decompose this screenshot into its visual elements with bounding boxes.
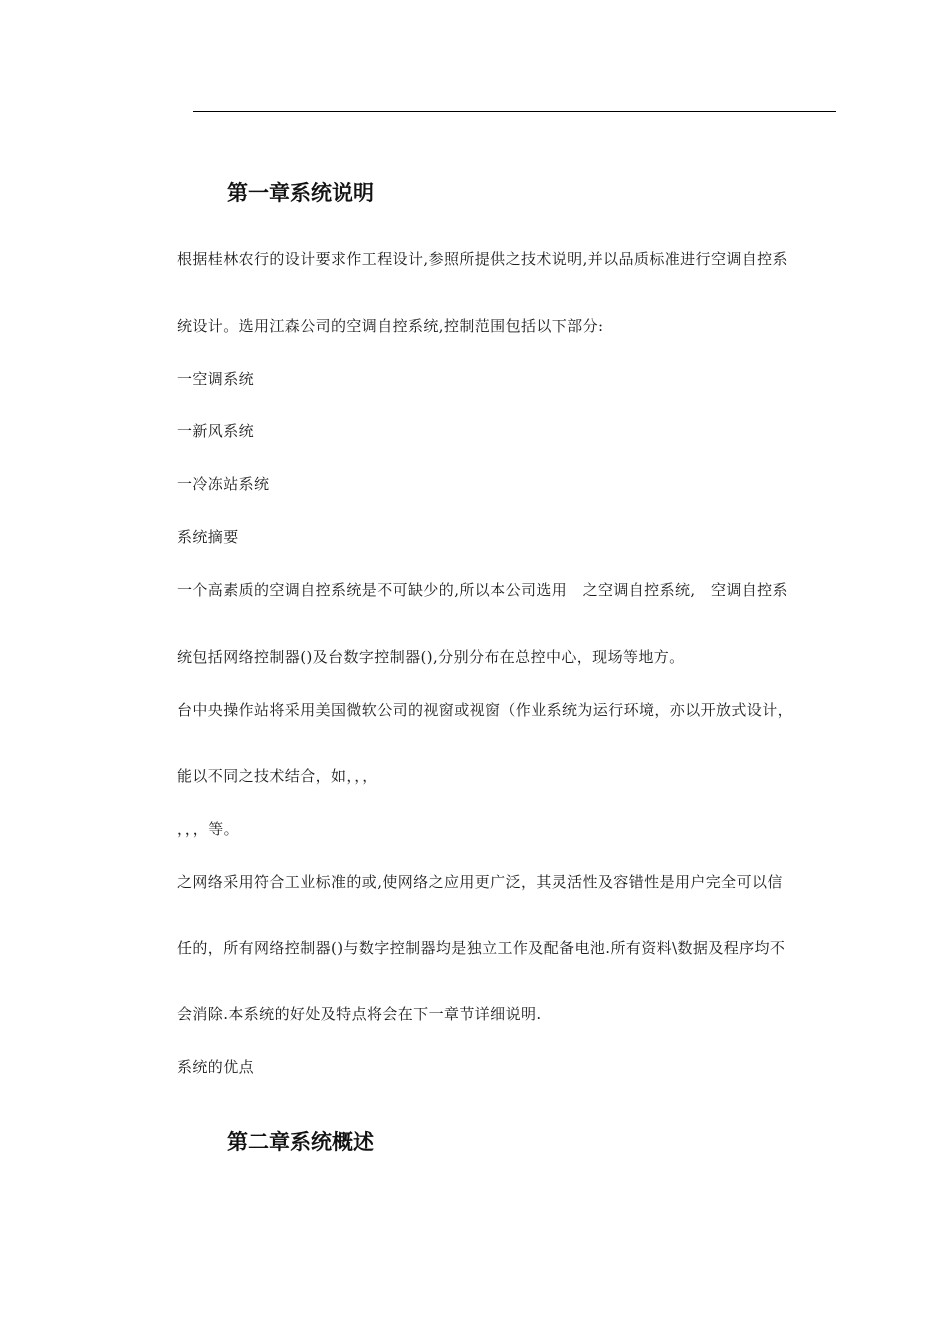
paragraph-network-line-3: 会消除.本系统的好处及特点将会在下一章节详细说明.: [177, 1005, 542, 1023]
paragraph-network-line-1: 之网络采用符合工业标准的或,使网络之应用更广泛，其灵活性及容错性是用户完全可以信: [177, 873, 783, 891]
section-title-system-summary: 系统摘要: [177, 528, 239, 546]
paragraph-workstation-line-1: 台中央操作站将采用美国微软公司的视窗或视窗（作业系统为运行环境，亦以开放式设计，: [177, 701, 794, 719]
paragraph-summary-line-2: 统包括网络控制器()及台数字控制器(),分别分布在总控中心，现场等地方。: [177, 648, 685, 666]
paragraph-workstation-line-3: ，，，等。: [177, 820, 240, 838]
list-item-chiller-station-system: 一冷冻站系统: [177, 475, 270, 493]
section-title-system-advantages: 系统的优点: [177, 1058, 255, 1076]
chapter-1-heading: 第一章系统说明: [227, 181, 374, 205]
paragraph-workstation-line-2: 能以不同之技术结合，如，，，: [177, 767, 378, 785]
paragraph-network-line-2: 任的，所有网络控制器()与数字控制器均是独立工作及配备电池.所有资料\数据及程序均不: [177, 939, 786, 957]
list-item-fresh-air-system: 一新风系统: [177, 422, 255, 440]
paragraph-intro-line-1: 根据桂林农行的设计要求作工程设计,参照所提供之技术说明,并以品质标准进行空调自控系: [177, 250, 788, 268]
paragraph-summary-line-1: 一个高素质的空调自控系统是不可缺少的,所以本公司选用 之空调自控系统, 空调自控系: [177, 581, 788, 599]
paragraph-intro-line-2: 统设计。选用江森公司的空调自控系统,控制范围包括以下部分:: [177, 317, 604, 335]
header-rule: [193, 111, 836, 112]
chapter-2-heading: 第二章系统概述: [227, 1130, 374, 1154]
list-item-aircon-system: 一空调系统: [177, 370, 255, 388]
